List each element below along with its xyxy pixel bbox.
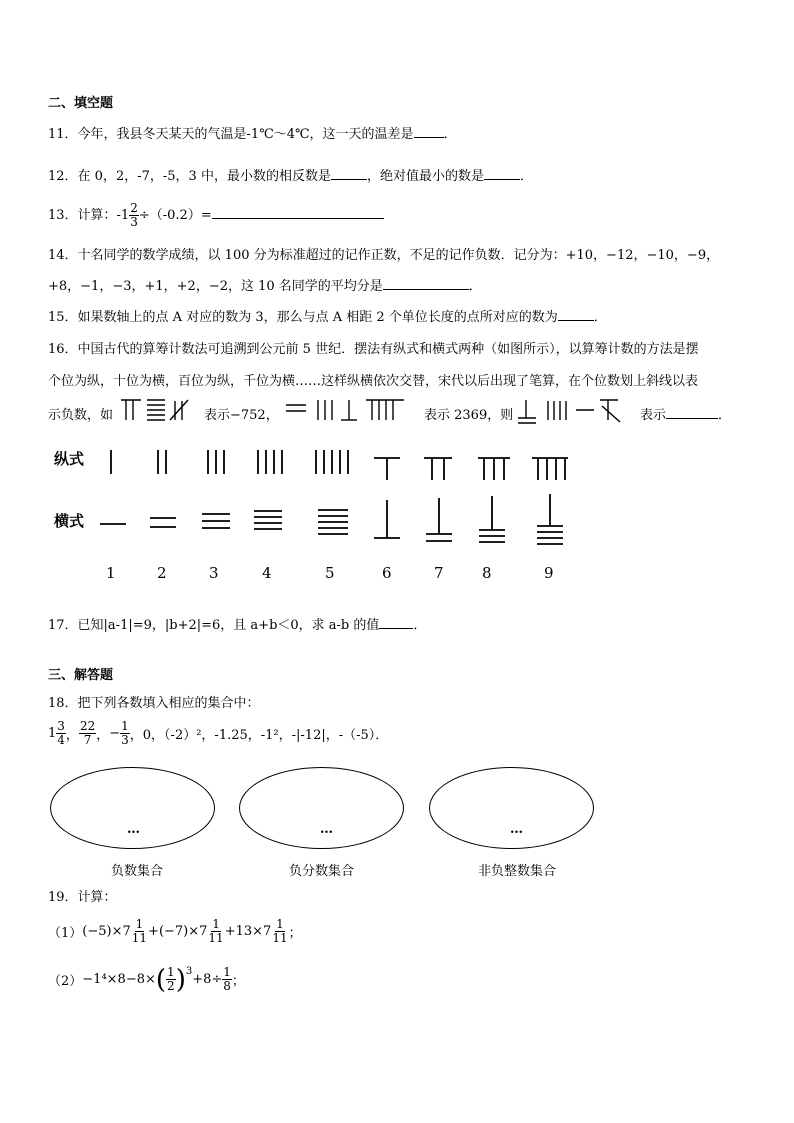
question-16-line-3c: 表示 2369，则 [424, 408, 514, 423]
q15-answer-blank[interactable] [558, 306, 594, 321]
q18-fraction-22-7: $\frac{22}{7}$ [79, 719, 96, 747]
q19-fraction-1-11-c: $\frac{1}{11}$ [272, 917, 288, 945]
set-negative-fractions-dots: … [320, 822, 333, 837]
q17-answer-blank[interactable] [379, 614, 413, 629]
question-12: 12．在 0，2，-7，-5，3 中，最小数的相反数是 ，绝对值最小的数是 ． [48, 165, 533, 184]
question-16-line-3d: 表示 ． [640, 404, 731, 423]
rod-horizontal-9 [537, 494, 563, 544]
q16-answer-blank[interactable] [666, 404, 718, 419]
set-nonnegative-integers-dots: … [510, 822, 523, 837]
rod-horizontal-3 [202, 514, 230, 528]
rod-horizontal-2 [150, 518, 176, 527]
q18-fraction-1-3: $\frac{1}{3}$ [121, 719, 129, 747]
rod-horizontal-8 [479, 496, 505, 542]
rod-horizontal-4 [254, 511, 282, 529]
q12-answer-blank-1[interactable] [331, 165, 367, 180]
digit-label-5: 5 [325, 564, 335, 582]
digit-label-7: 7 [434, 564, 444, 582]
q19-part-2: （2） −1⁴×8−8× ( $\frac{1}{2}$ ) $^3$ +8÷ $\frac{1}{8}$ ； [48, 964, 245, 995]
q13-fraction: $\frac{2}{3}$ [130, 201, 138, 229]
digit-label-2: 2 [157, 564, 167, 582]
row-label-horizontal: 横式 [54, 512, 85, 530]
digit-label-4: 4 [262, 564, 272, 582]
rod-vertical-8 [478, 458, 510, 480]
set-label-negative-fractions: 负分数集合 [289, 864, 355, 879]
rod-vertical-9 [532, 458, 568, 480]
rod-horizontal-5 [318, 510, 348, 534]
rod-vertical-4 [258, 450, 282, 474]
digit-label-1: 1 [106, 564, 116, 582]
q18-fraction-3-4: $\frac{3}{4}$ [57, 719, 65, 747]
digit-label-3: 3 [209, 564, 219, 582]
q11-text: 11．今年，我县冬天某天的气温是-1℃～4℃，这一天的温差是 [48, 127, 414, 142]
section-title-answer: 三、解答题 [48, 668, 114, 683]
q14-answer-blank[interactable] [383, 275, 469, 290]
set-label-negative-numbers: 负数集合 [111, 864, 164, 879]
set-negative-numbers-dots: … [127, 822, 140, 837]
counting-rod-table [96, 440, 576, 558]
question-14-line-2: +8，−1，−3，+1，+2，−2，这 10 名同学的平均分是 ． [48, 275, 482, 294]
rod-vertical-3 [208, 450, 224, 474]
rod-vertical-5 [316, 450, 348, 474]
question-18: 18．把下列各数填入相应的集合中： [48, 696, 260, 711]
question-11: 11．今年，我县冬天某天的气温是-1℃～4℃，这一天的温差是 ． [48, 123, 457, 142]
q19-fraction-1-11-b: $\frac{1}{11}$ [208, 917, 224, 945]
q19-fraction-1-8: $\frac{1}{8}$ [223, 965, 231, 993]
rod-vertical-2 [158, 450, 166, 474]
q19-part-1: （1） (−5)×7 $\frac{1}{11}$ +(−7)×7 $\frac{1}{11}$ +13×7 $\frac{1}{11}$ ； [48, 917, 302, 945]
question-15: 15．如果数轴上的点 A 对应的数为 3，那么与点 A 相距 2 个单位长度的点所对应的数为 ． [48, 306, 607, 325]
digit-label-9: 9 [544, 564, 554, 582]
digit-label-8: 8 [482, 564, 492, 582]
rod-vertical-6 [374, 458, 400, 480]
q19-fraction-1-2: $\frac{1}{2}$ [167, 965, 175, 993]
rod-vertical-7 [424, 458, 452, 480]
rod-horizontal-6 [374, 500, 400, 538]
question-13: 13．计算：-1 $\frac{2}{3}$ ÷（-0.2）= [48, 202, 384, 229]
question-16-line-3b: 表示−752， [204, 408, 279, 423]
question-17: 17．已知|a-1|=9，|b+2|=6，且 a+b＜0，求 a-b 的值 ． [48, 614, 426, 633]
set-label-nonnegative-integers: 非负整数集合 [478, 864, 557, 879]
question-16-line-3a: 示负数，如 [48, 408, 114, 423]
digit-label-6: 6 [382, 564, 392, 582]
question-16-line-1: 16．中国古代的算筹计数法可追溯到公元前 5 世纪．摆法有纵式和横式两种（如图所示），以算筹计数的方法是摆 [48, 342, 699, 357]
question-14-line-1: 14．十名同学的数学成绩，以 100 分为标准超过的记作正数，不足的记作负数．记分为：+10，−12，−10，−9， [48, 248, 720, 263]
q12-answer-blank-2[interactable] [484, 165, 520, 180]
rod-question-number [514, 396, 626, 426]
q13-answer-blank[interactable] [212, 204, 384, 219]
q18-number-list: 1 $\frac{3}{4}$ ， $\frac{22}{7}$ ， − $\frac{1}{3}$ ，0，（-2）²，-1.25，-1²，-|-12|，-（-5）． [48, 719, 389, 747]
q11-answer-blank[interactable] [414, 123, 444, 138]
rod-example-2369 [284, 396, 412, 426]
q19-fraction-1-11-a: $\frac{1}{11}$ [131, 917, 148, 945]
row-label-vertical: 纵式 [54, 450, 85, 468]
section-title-fill-in: 二、填空题 [48, 96, 114, 111]
rod-example-minus-752 [118, 396, 194, 426]
rod-horizontal-7 [426, 498, 452, 541]
question-16-line-2: 个位为纵，十位为横，百位为纵，千位为横……这样纵横依次交替，宋代以后出现了笔算，在个位数划上斜线以表 [48, 374, 699, 389]
question-19: 19．计算： [48, 890, 117, 905]
